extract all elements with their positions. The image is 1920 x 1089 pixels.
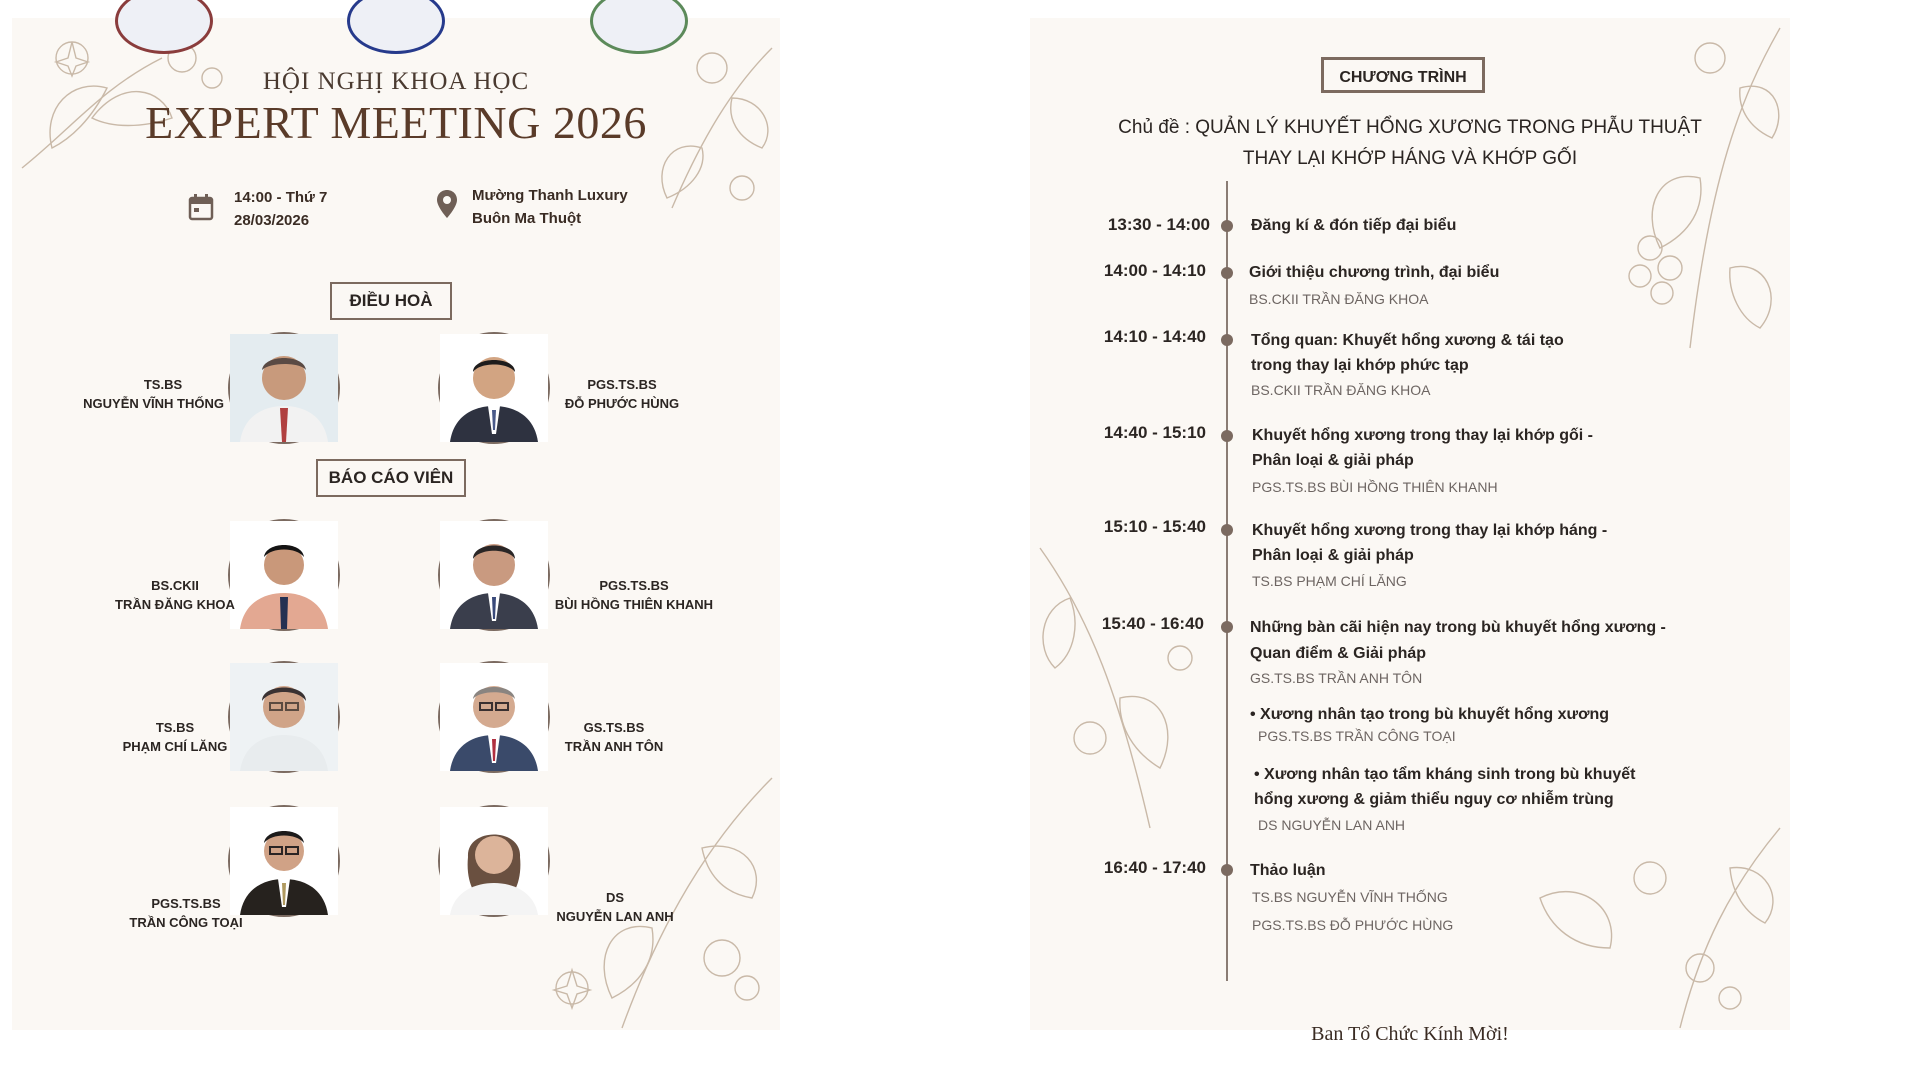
avatar: [438, 805, 550, 917]
agenda-title-2: Quan điểm & Giải pháp: [1250, 645, 1427, 662]
speaker-label: [100, 576, 250, 614]
agenda-time: 14:00 - 14:10: [1103, 261, 1206, 280]
avatar: [228, 519, 340, 631]
venue-name: Mường Thanh Luxury: [472, 187, 628, 204]
agenda-title: Khuyết hổng xương trong thay lại khớp gối -: [1252, 427, 1593, 444]
timeline-dot: [1221, 220, 1233, 232]
timeline-dot: [1221, 621, 1233, 633]
agenda-speaker: BS.CKII TRẦN ĐĂNG KHOA: [1251, 382, 1431, 398]
agenda-speaker: GS.TS.BS TRẦN ANH TÔN: [1250, 670, 1423, 686]
moderator-name: ĐỖ PHƯỚC HÙNG: [564, 396, 680, 411]
timeline-dot: [1221, 267, 1233, 279]
venue-city: Buôn Ma Thuột: [472, 210, 582, 227]
subitem-speaker: PGS.TS.BS TRẦN CÔNG TOẠI: [1258, 728, 1456, 744]
speaker-label: [552, 718, 676, 756]
speaker-label: [116, 894, 256, 932]
speakers-heading: BÁO CÁO VIÊN: [316, 459, 466, 497]
speaker-name: TRẦN ĐĂNG KHOA: [115, 597, 235, 612]
agenda-title: Đăng kí & đón tiếp đại biểu: [1251, 217, 1457, 234]
speaker-title: DS: [605, 890, 625, 905]
invitation-poster-left: [12, 18, 780, 1030]
speaker-title: GS.TS.BS: [583, 720, 645, 735]
avatar: [438, 332, 550, 444]
speaker-title: PGS.TS.BS: [151, 896, 221, 911]
speaker-title: TS.BS: [155, 720, 195, 735]
subitem-title-2: hổng xương & giảm thiểu nguy cơ nhiễm trùng: [1254, 791, 1614, 808]
event-day: 28/03/2026: [234, 212, 310, 229]
event-subtitle: HỘI NGHỊ KHOA HỌC: [262, 68, 530, 95]
speaker-name: NGUYỄN LAN ANH: [556, 909, 674, 924]
organizer-logo-2: [347, 0, 445, 54]
event-title: EXPERT MEETING 2026: [145, 97, 647, 148]
agenda-time: 14:40 - 15:10: [1103, 423, 1206, 442]
agenda-title: Tổng quan: Khuyết hổng xương & tái tạo: [1251, 332, 1564, 349]
agenda-time: 13:30 - 14:00: [1107, 215, 1210, 234]
moderators-heading: ĐIỀU HOÀ: [330, 282, 452, 320]
event-date: [234, 186, 327, 232]
speaker-title: PGS.TS.BS: [599, 578, 669, 593]
speaker-name: TRẦN ANH TÔN: [564, 739, 664, 754]
speaker-title: BS.CKII: [151, 578, 199, 593]
program-poster-right: [1030, 18, 1790, 1045]
location-pin-icon: [437, 190, 457, 218]
floral-decoration-left: [1030, 538, 1230, 838]
moderator-label: [62, 375, 224, 413]
topic-line-1: Chủ đề : QUẢN LÝ KHUYẾT HỔNG XƯƠNG TRONG PHẪU THUẬT: [1118, 117, 1702, 138]
topic-line-2: THAY LẠI KHỚP HÁNG VÀ KHỚP GỐI: [1242, 148, 1578, 169]
avatar: [228, 332, 340, 444]
agenda-speaker-2: PGS.TS.BS ĐỖ PHƯỚC HÙNG: [1252, 917, 1454, 933]
program-heading: CHƯƠNG TRÌNH: [1321, 57, 1485, 93]
agenda-time: 14:10 - 14:40: [1103, 327, 1206, 346]
moderator-name: NGUYỄN VĨNH THỐNG: [83, 396, 224, 411]
subitem-title: • Xương nhân tạo trong bù khuyết hổng xương: [1250, 706, 1610, 723]
calendar-icon: [188, 193, 214, 221]
moderator-label: [542, 375, 702, 413]
subitem-speaker: DS NGUYỄN LAN ANH: [1258, 817, 1406, 833]
agenda-title: Giới thiệu chương trình, đại biểu: [1249, 264, 1500, 281]
avatar: [228, 661, 340, 773]
agenda-title-2: Phân loại & giải pháp: [1252, 547, 1414, 564]
agenda-speaker: PGS.TS.BS BÙI HỒNG THIÊN KHANH: [1252, 479, 1498, 495]
avatar: [438, 661, 550, 773]
agenda-speaker: TS.BS NGUYỄN VĨNH THỐNG: [1252, 889, 1448, 905]
agenda-title-2: Phân loại & giải pháp: [1252, 452, 1414, 469]
agenda-title: Những bàn cãi hiện nay trong bù khuyết hổng xương -: [1250, 619, 1666, 636]
moderator-title: TS.BS: [143, 377, 183, 392]
speaker-label: [110, 718, 240, 756]
speaker-name: PHẠM CHÍ LĂNG: [122, 739, 228, 754]
speaker-label: [550, 888, 680, 926]
agenda-time: 15:10 - 15:40: [1103, 517, 1206, 536]
avatar: [438, 519, 550, 631]
moderator-title: PGS.TS.BS: [587, 377, 657, 392]
timeline-line: [1226, 181, 1228, 981]
timeline-dot: [1221, 430, 1233, 442]
timeline-dot: [1221, 524, 1233, 536]
agenda-title-2: trong thay lại khớp phức tạp: [1251, 357, 1469, 374]
agenda-time: 15:40 - 16:40: [1101, 614, 1204, 633]
agenda-title: Thảo luận: [1250, 862, 1326, 879]
program-topic: [1030, 112, 1790, 174]
closing-invitation: Ban Tổ Chức Kính Mời!: [1311, 1023, 1509, 1045]
subitem-title: • Xương nhân tạo tẩm kháng sinh trong bù khuyết: [1254, 766, 1636, 783]
agenda-speaker: BS.CKII TRẦN ĐĂNG KHOA: [1249, 291, 1429, 307]
floral-decoration-top-right: [1590, 18, 1790, 358]
floral-decoration-bottom-right: [1500, 818, 1790, 1030]
timeline-dot: [1221, 864, 1233, 876]
speaker-label: [544, 576, 724, 614]
organizer-logo-1: [115, 0, 213, 54]
speaker-name: BÙI HỒNG THIÊN KHANH: [554, 597, 714, 612]
agenda-speaker: TS.BS PHẠM CHÍ LĂNG: [1252, 573, 1407, 589]
speaker-name: TRẦN CÔNG TOẠI: [129, 915, 243, 930]
event-venue: [472, 184, 628, 230]
agenda-time: 16:40 - 17:40: [1103, 858, 1206, 877]
timeline-dot: [1221, 334, 1233, 346]
event-time: 14:00 - Thứ 7: [234, 189, 328, 206]
agenda-title: Khuyết hổng xương trong thay lại khớp háng -: [1252, 522, 1608, 539]
organizer-logo-3: [590, 0, 688, 54]
